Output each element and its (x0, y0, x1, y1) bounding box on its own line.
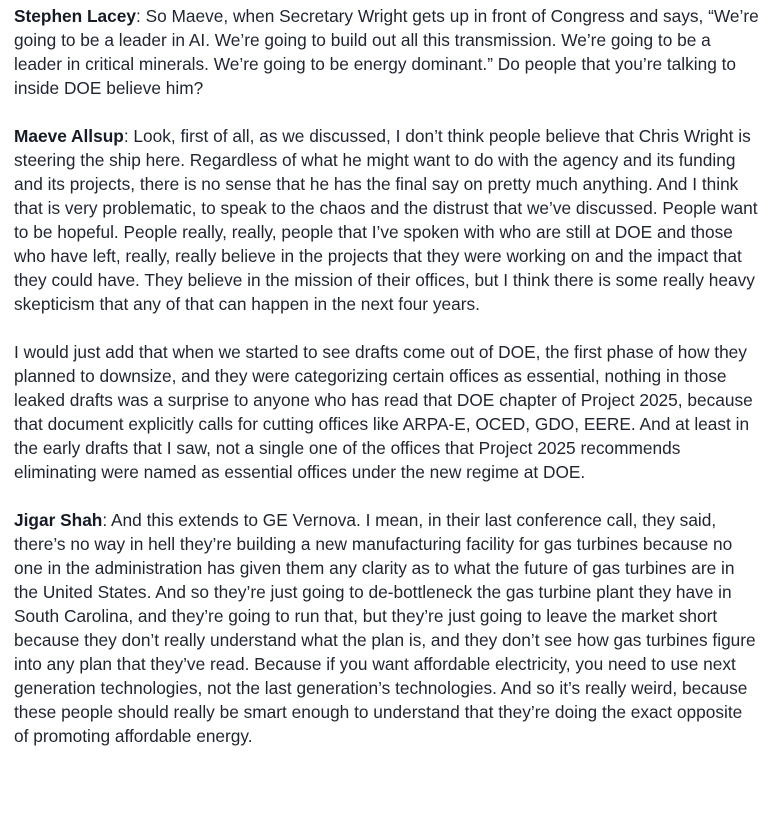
speaker-name: Jigar Shah (14, 510, 103, 530)
paragraph-text: I would just add that when we started to see drafts come out of DOE, the first phase of how they planned to downsize, and they were categorizing certain offices as essential, nothing in those leaked drafts was a surprise to anyone who has read that DOE chapter of Project 2025, because that document explicitly calls for cutting offices like ARPA-E, OCED, GDO, EERE. And at least in the early drafts that I saw, not a single one of the offices that Project 2025 recommends eliminating were named as essential offices under the new regime at DOE. (14, 342, 753, 482)
transcript-paragraph-stephen-lacey (14, 4, 760, 100)
speaker-name: Maeve Allsup (14, 126, 124, 146)
paragraph-text: Look, first of all, as we discussed, I don’t think people believe that Chris Wright is steering the ship here. Regardless of what he might want to do with the agency and its funding and its projects, there is no sense that he has the final say on pretty much anything. And I think that is very problematic, to speak to the chaos and the distrust that we’ve discussed. People want to be hopeful. People really, really, people that I’ve spoken with who are still at DOE and those who have left, really, really believe in the projects that they were working on and the impact that they could have. They believe in the mission of their offices, but I think there is some really heavy skepticism that any of that can happen in the next four years. (14, 126, 758, 314)
speaker-separator: : (135, 6, 146, 26)
transcript-paragraph-maeve-allsup-continued (14, 340, 760, 484)
paragraph-text: So Maeve, when Secretary Wright gets up in front of Congress and says, “We’re going to be a leader in AI. We’re going to build out all this transmission. We’re going to be a leader in critical minerals. We’re going to be energy dominant.” Do people that you’re talking to inside DOE believe him? (14, 6, 759, 98)
transcript-paragraph-maeve-allsup (14, 124, 760, 316)
paragraph-text: And this extends to GE Vernova. I mean, in their last conference call, they said, there’s no way in hell they’re building a new manufacturing facility for gas turbines because no one in the administration has given them any clarity as to what the future of gas turbines are in the United States. And so they’re just going to de-bottleneck the gas turbine plant they have in South Carolina, and they’re going to run that, but they’re just going to leave the market short because they don’t really understand what the plan is, and they don’t see how gas turbines figure into any plan that they’ve read. Because if you want affordable electricity, you need to use next generation technologies, not the last generation’s technologies. And so it’s really weird, because these people should really be smart enough to understand that they’re doing the exact opposite of promoting affordable energy. (14, 510, 756, 746)
speaker-separator: : (123, 126, 134, 146)
speaker-name: Stephen Lacey (14, 6, 136, 26)
speaker-separator: : (102, 510, 112, 530)
transcript-paragraph-jigar-shah (14, 508, 760, 748)
